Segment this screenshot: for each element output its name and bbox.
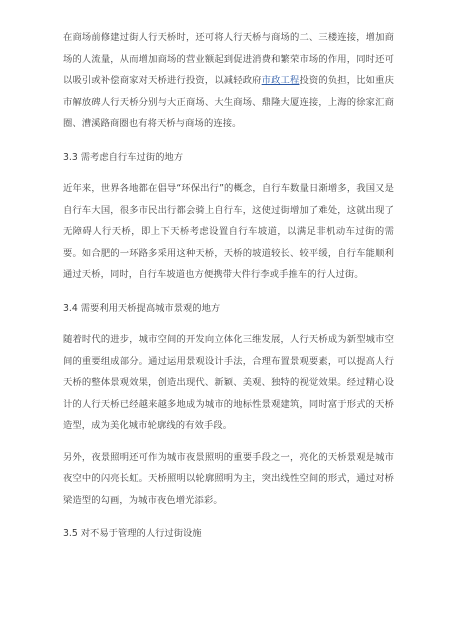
section-heading-3-5: 3.5 对不易于管理的人行过街设施 bbox=[63, 528, 202, 539]
paragraph-landscape: 随着时代的进步，城市空间的开发向立体化三维发展，人行天桥成为新型城市空间的重要组成部分。通过运用景观设计手法，合理布置景观要素，可以提高人行天桥的整体景观效果，创造出现代、新颖、美观、独特的视觉效果。经过精心设计的人行天桥已经越来越多地成为城市的地标性景观建筑，同时富于形式的天桥造型，成为美化城市轮廓线的有效手段。 bbox=[63, 334, 394, 431]
document-body bbox=[63, 27, 394, 545]
paragraph-text: 在商场前修建过街人行天桥时，还可将人行天桥与商场的二、三楼连接，增加商场的人流量，从而增加商场的营业额起到促进消费和繁荣市场的作用，同时还可以吸引或补偿商家对天桥进行投资，以减轻政府 bbox=[63, 32, 394, 86]
paragraph-bicycle-crossing: 近年来，世界各地都在倡导“环保出行”的概念，自行车数量日渐增多，我国又是自行车大国，很多市民出行都会骑上自行车，这使过街增加了难处，这就出现了无障碍人行天桥，即上下天桥考虑设置自行车坡道，以满足非机动车过街的需要。如合肥的一环路多采用这种天桥，天桥的坡道较长、较平缓，自行车能顺利通过天桥，同时，自行车坡道也方便携带大件行李或手推车的行人过街。 bbox=[63, 183, 394, 280]
section-heading-3-4: 3.4 需要利用天桥提高城市景观的地方 bbox=[63, 302, 221, 314]
municipal-engineering-link[interactable]: 市政工程 bbox=[261, 75, 300, 86]
paragraph-text: 投资的负担，比如重庆市解放碑人行天桥分别与大正商场、大生商场、鼎隆大厦连接，上海的徐家汇商圈、漕溪路商圈也有将天桥与商场的连接。 bbox=[63, 75, 394, 129]
section-heading-3-3: 3.3 需考虑自行车过街的地方 bbox=[63, 151, 184, 163]
paragraph-night-lighting: 另外，夜景照明还可作为城市夜景照明的重要手段之一，亮化的天桥景观是城市夜空中的闪亮长虹。天桥照明以轮廓照明为主，突出线性空间的形式，通过对桥梁造型的勾画，为城市夜色增光添彩。 bbox=[63, 451, 394, 506]
paragraph-mall-connection bbox=[63, 27, 394, 135]
